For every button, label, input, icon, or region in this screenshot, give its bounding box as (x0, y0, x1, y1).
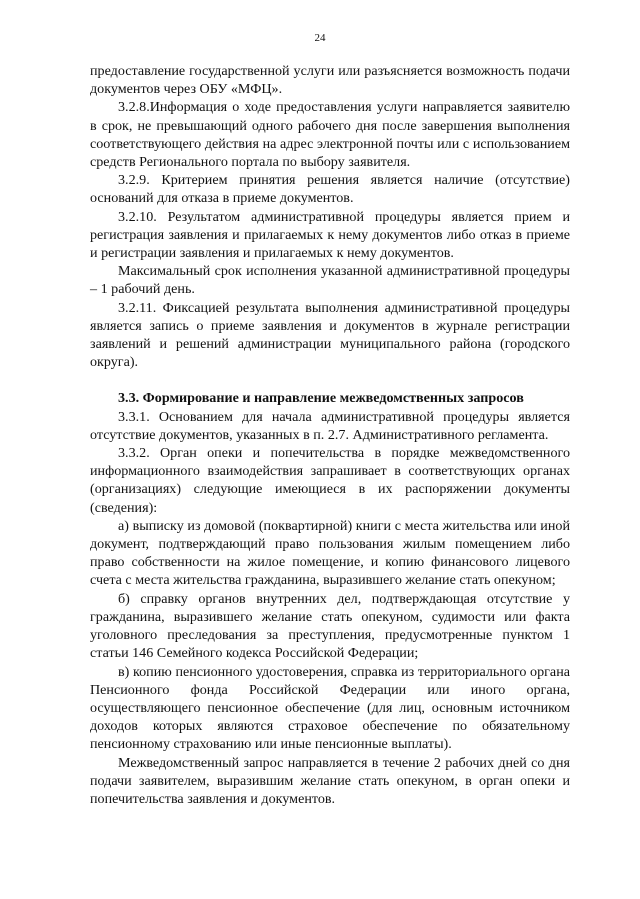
list-item: б) справку органов внутренних дел, подтверждающая отсутствие у гражданина, выразившего желание стать опекуном, судимости или факта уголовного преследования за преступления, предусмотренные пунктом 1 статьи 146 Семейного кодекса Российской Федерации; (90, 590, 570, 662)
page-number: 24 (314, 32, 326, 44)
paragraph: 3.2.9. Критерием принятия решения является наличие (отсутствие) оснований для отказа в приеме документов. (90, 172, 570, 207)
document-body (90, 62, 570, 808)
paragraph: 3.3.1. Основанием для начала административной процедуры является отсутствие документов, указанных в п. 2.7. Административного регламента. (90, 408, 570, 443)
paragraph: 3.3.2. Орган опеки и попечительства в порядке межведомственного информационного взаимодействия запрашивает в соответствующих органах (организациях) следующие имеющиеся в их распоряжении документы (сведения): (90, 445, 570, 516)
list-item: в) копию пенсионного удостоверения, справка из территориального органа Пенсионного фонда Российской Федерации или иного органа, осуществляющего пенсионное обеспечение (для лиц, основным источником доходов которых являются страховое обеспечение по обязательному пенсионному страхованию или иные пенсионные выплаты). (90, 663, 570, 753)
paragraph: Межведомственный запрос направляется в течение 2 рабочих дней со дня подачи заявителем, выразившим желание стать опекуном, в орган опеки и попечительства заявления и документов. (90, 754, 570, 807)
paragraph: предоставление государственной услуги или разъясняется возможность подачи документов через ОБУ «МФЦ». (90, 63, 570, 98)
paragraph: 3.2.10. Результатом административной процедуры является прием и регистрация заявления и прилагаемых к нему документов либо отказ в приеме и регистрации заявления и прилагаемых к нему документов. (90, 208, 570, 262)
section-spacer (90, 371, 570, 389)
paragraph: 3.2.8.Информация о ходе предоставления услуги направляется заявителю в срок, не превышающий одного рабочего дня после завершения выполнения соответствующего действия на адрес электронной почты или с использованием средств Регионального портала по выбору заявителя. (90, 99, 570, 171)
section-heading: 3.3. Формирование и направление межведомственных запросов (118, 390, 524, 407)
paragraph: 3.2.11. Фиксацией результата выполнения административной процедуры является запись о приеме заявления и документов в журнале регистрации заявлений и решений администрации муниципального района (городского округа). (90, 299, 570, 371)
list-item: а) выписку из домовой (поквартирной) книги с места жительства или иной документ, подтверждающий право пользования жилым помещением либо право собственности на жилое помещение, и копию финансового лицевого счета с места жительства гражданина, выразившего желание стать опекуном; (90, 517, 570, 589)
paragraph: Максимальный срок исполнения указанной административной процедуры – 1 рабочий день. (90, 263, 570, 298)
